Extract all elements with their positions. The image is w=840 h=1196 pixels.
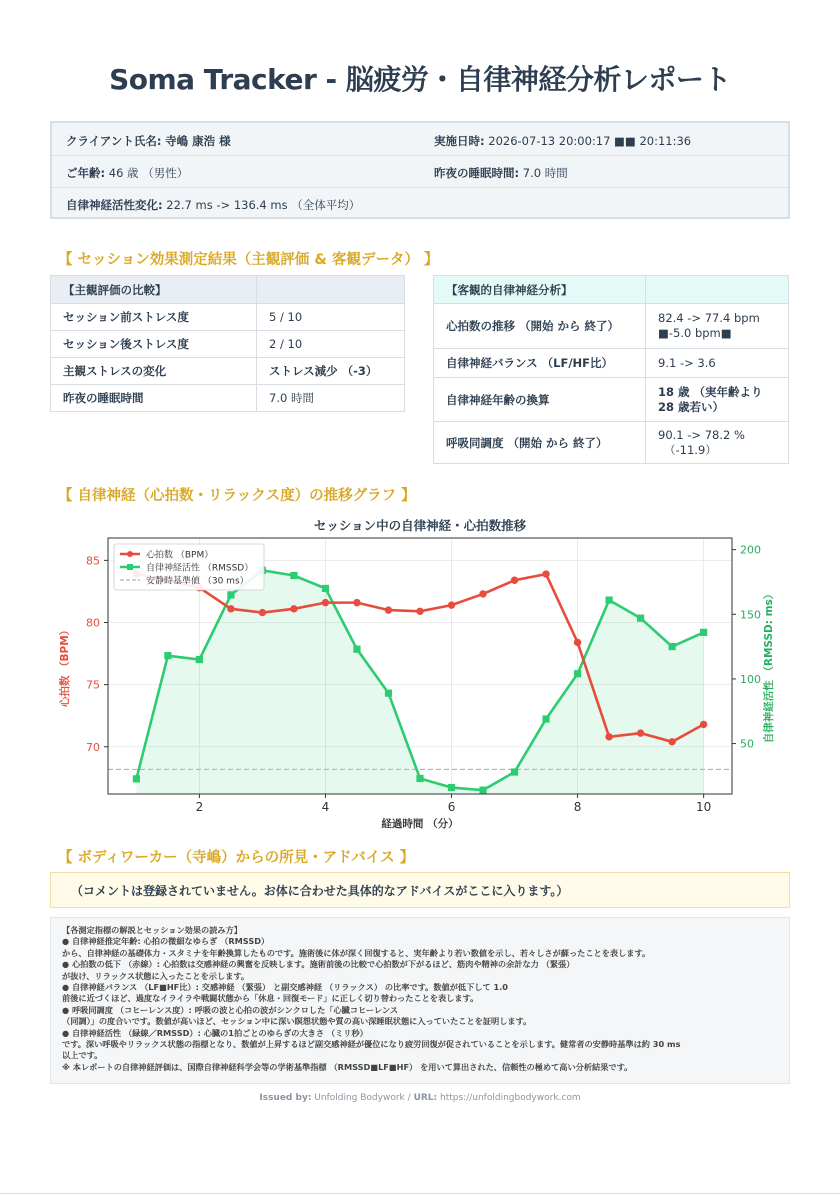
heart-rate-point xyxy=(668,738,675,745)
notes-line: が抜け、リラックス状態に入ったことを示します。 xyxy=(62,970,250,981)
x-axis-label: 経過時間 （分） xyxy=(381,818,459,830)
explanation-notes xyxy=(50,917,790,1084)
x-tick-label: 8 xyxy=(573,800,582,814)
heart-rate-point xyxy=(637,729,644,736)
rmssd-point xyxy=(164,652,171,659)
legend-label: 安静時基準値 （30 ms） xyxy=(146,576,249,587)
notes-line: 【各測定指標の解説とセッション効果の読み方】 xyxy=(62,925,242,935)
table-row: 自律神経年齢の換算 18 歳 （実年齢より 28 歳若い） xyxy=(434,378,789,422)
notes-line: ● 自律神経バランス （LF■HF比）: 交感神経 （緊張） と副交感神経 （リラックス） の比率です。数値が低下して 1.0 xyxy=(62,982,509,993)
heart-rate-point xyxy=(416,608,423,615)
heart-rate-point xyxy=(605,733,612,740)
notes-line: 以上です。 xyxy=(62,1050,103,1061)
heart-rate-point xyxy=(574,639,581,646)
objective-table xyxy=(433,275,789,464)
notes-line: から、自律神経の基礎体力・スタミナを年齢換算したものです。施術後に体が深く回復すると、実年齢より若い数値を示し、若々しさが蘇ったことを表します。 xyxy=(62,947,651,958)
notes-line: ● 自律神経推定年齢: 心拍の微細なゆらぎ （RMSSD） xyxy=(62,936,270,947)
session-datetime: 実施日時: 2026-07-13 20:00:17 ■■ 20:11:36 xyxy=(434,134,692,148)
section-heading-effect: 【 セッション効果測定結果（主観評価 & 客観データ） 】 xyxy=(58,252,439,268)
client-info-box xyxy=(50,121,790,219)
rmssd-point xyxy=(574,670,581,677)
x-tick-label: 4 xyxy=(321,800,330,814)
notes-line: 前後に近づくほど、過度なイライラや戦闘状態から「休息・回復モード」に正しく切り替わったことを表します。 xyxy=(62,993,479,1004)
y-right-tick-label: 200 xyxy=(740,543,761,557)
client-name: クライアント氏名: 寺嶋 康浩 様 xyxy=(66,134,231,148)
table-row: 昨夜の睡眠時間 7.0 時間 xyxy=(51,385,405,412)
heart-rate-point xyxy=(479,590,486,597)
y-left-tick-label: 70 xyxy=(86,740,100,754)
y-right-tick-label: 50 xyxy=(740,737,754,751)
notes-line: です。深い呼吸やリラックス状態の指標となり、数値が上昇するほど副交感神経が優位になり疲労回復が促されていることを示します。健常者の安静時基準は約 30 ms xyxy=(62,1039,681,1050)
y-left-axis-label: 心拍数 （BPM） xyxy=(59,624,71,708)
table-row: 呼吸同調度 （開始 から 終了） 90.1 -> 78.2 % （-11.9） xyxy=(434,422,789,464)
bottom-rule xyxy=(0,1193,840,1194)
rmssd-point xyxy=(448,784,455,791)
x-tick-label: 6 xyxy=(447,800,456,814)
rmssd-point xyxy=(196,656,203,663)
y-left-tick-label: 85 xyxy=(86,554,100,568)
notes-line: ※ 本レポートの自律神経評価は、国際自律神経科学会等の学術基準指標 （RMSSD■LF■HF） を用いて算出された、信頼性の極めて高い分析結果です。 xyxy=(62,1061,633,1072)
footer-url-link[interactable]: https://unfoldingbodywork.com xyxy=(440,1093,581,1103)
y-left-tick-label: 75 xyxy=(86,678,100,692)
notes-line: ● 心拍数の低下 （赤線）: 心拍数は交感神経の興奮を反映します。施術前後の比較で心拍数が下がるほど、筋肉や精神の余計な力 （緊張） xyxy=(62,959,575,970)
heart-rate-point xyxy=(227,605,234,612)
heart-rate-point xyxy=(511,577,518,584)
chart-title: セッション中の自律神経・心拍数推移 xyxy=(313,518,527,533)
y-left-tick-label: 80 xyxy=(86,616,100,630)
table-row: セッション前ストレス度 5 / 10 xyxy=(51,304,405,331)
heart-rate-point xyxy=(322,599,329,606)
rmssd-point xyxy=(353,646,360,653)
rmssd-point xyxy=(511,768,518,775)
rmssd-point xyxy=(479,787,486,794)
rmssd-point xyxy=(385,690,392,697)
rmssd-point xyxy=(322,585,329,592)
legend-label: 心拍数 （BPM） xyxy=(146,550,214,561)
x-tick-label: 10 xyxy=(695,800,712,814)
x-tick-label: 2 xyxy=(195,800,204,814)
rmssd-point xyxy=(416,775,423,782)
subjective-table-header: 【主観評価の比較】 xyxy=(51,276,257,304)
heart-rate-point xyxy=(259,609,266,616)
trend-chart-svg xyxy=(50,510,790,830)
trend-chart xyxy=(50,510,790,830)
heart-rate-point xyxy=(385,606,392,613)
section-heading-graph: 【 自律神経（心拍数・リラックス度）の推移グラフ 】 xyxy=(58,488,416,504)
section-heading-advice: 【 ボディワーカー（寺嶋）からの所見・アドバイス 】 xyxy=(58,850,415,866)
rmssd-point xyxy=(290,572,297,579)
sleep-hours: 昨夜の睡眠時間: 7.0 時間 xyxy=(434,166,568,180)
notes-line: ● 呼吸同調度 （コヒーレンス度）: 呼吸の波と心拍の波がシンクロした「心臓コヒーレンス xyxy=(62,1004,399,1015)
legend-label: 自律神経活性 （RMSSD） xyxy=(146,563,254,574)
table-row: 心拍数の推移 （開始 から 終了） 82.4 -> 77.4 bpm ■-5.0 bpm■ xyxy=(434,304,789,349)
heart-rate-point xyxy=(353,599,360,606)
heart-rate-point xyxy=(290,605,297,612)
rmssd-point xyxy=(700,629,707,636)
table-row: セッション後ストレス度 2 / 10 xyxy=(51,331,405,358)
y-right-tick-label: 150 xyxy=(740,608,761,622)
report-title: Soma Tracker - 脳疲労・自律神経分析レポート xyxy=(109,63,731,96)
objective-table-header: 【客観的自律神経分析】 xyxy=(434,276,646,304)
heart-rate-point xyxy=(542,570,549,577)
y-right-tick-label: 100 xyxy=(740,672,761,686)
table-row: 主観ストレスの変化 ストレス減少 （-3） xyxy=(51,358,405,385)
rmssd-point xyxy=(637,615,644,622)
legend-marker xyxy=(127,551,133,557)
rmssd-point xyxy=(605,596,612,603)
heart-rate-point xyxy=(700,721,707,728)
info-divider xyxy=(52,187,788,188)
legend-marker xyxy=(127,564,133,570)
heart-rate-point xyxy=(448,601,455,608)
rmssd-point xyxy=(227,591,234,598)
notes-line: ● 自律神経活性 （緑線／RMSSD）: 心臓の1拍ごとのゆらぎの大きさ （ミリ秒） xyxy=(62,1027,368,1038)
rmssd-point xyxy=(669,643,676,650)
y-right-axis-label: 自律神経活性 （RMSSD: ms） xyxy=(763,588,775,744)
subjective-table xyxy=(50,275,405,412)
ans-activity-change: 自律神経活性変化: 22.7 ms -> 136.4 ms （全体平均） xyxy=(66,198,361,212)
rmssd-point xyxy=(133,775,140,782)
advice-comment: （コメントは登録されていません。お体に合わせた具体的なアドバイスがここに入ります。） xyxy=(50,872,790,908)
rmssd-point xyxy=(542,715,549,722)
table-row: 自律神経バランス （LF/HF比） 9.1 -> 3.6 xyxy=(434,349,789,378)
notes-line: （同調）」の度合いです。数値が高いほど、セッション中に深い瞑想状態や質の高い深睡眠状態に入っていたことを証明します。 xyxy=(62,1016,532,1027)
info-divider xyxy=(52,155,788,156)
client-age: ご年齢: 46 歳 （男性） xyxy=(66,166,189,180)
footer: Issued by: Unfolding Bodywork / URL: https://unfoldingbodywork.com xyxy=(259,1093,581,1103)
